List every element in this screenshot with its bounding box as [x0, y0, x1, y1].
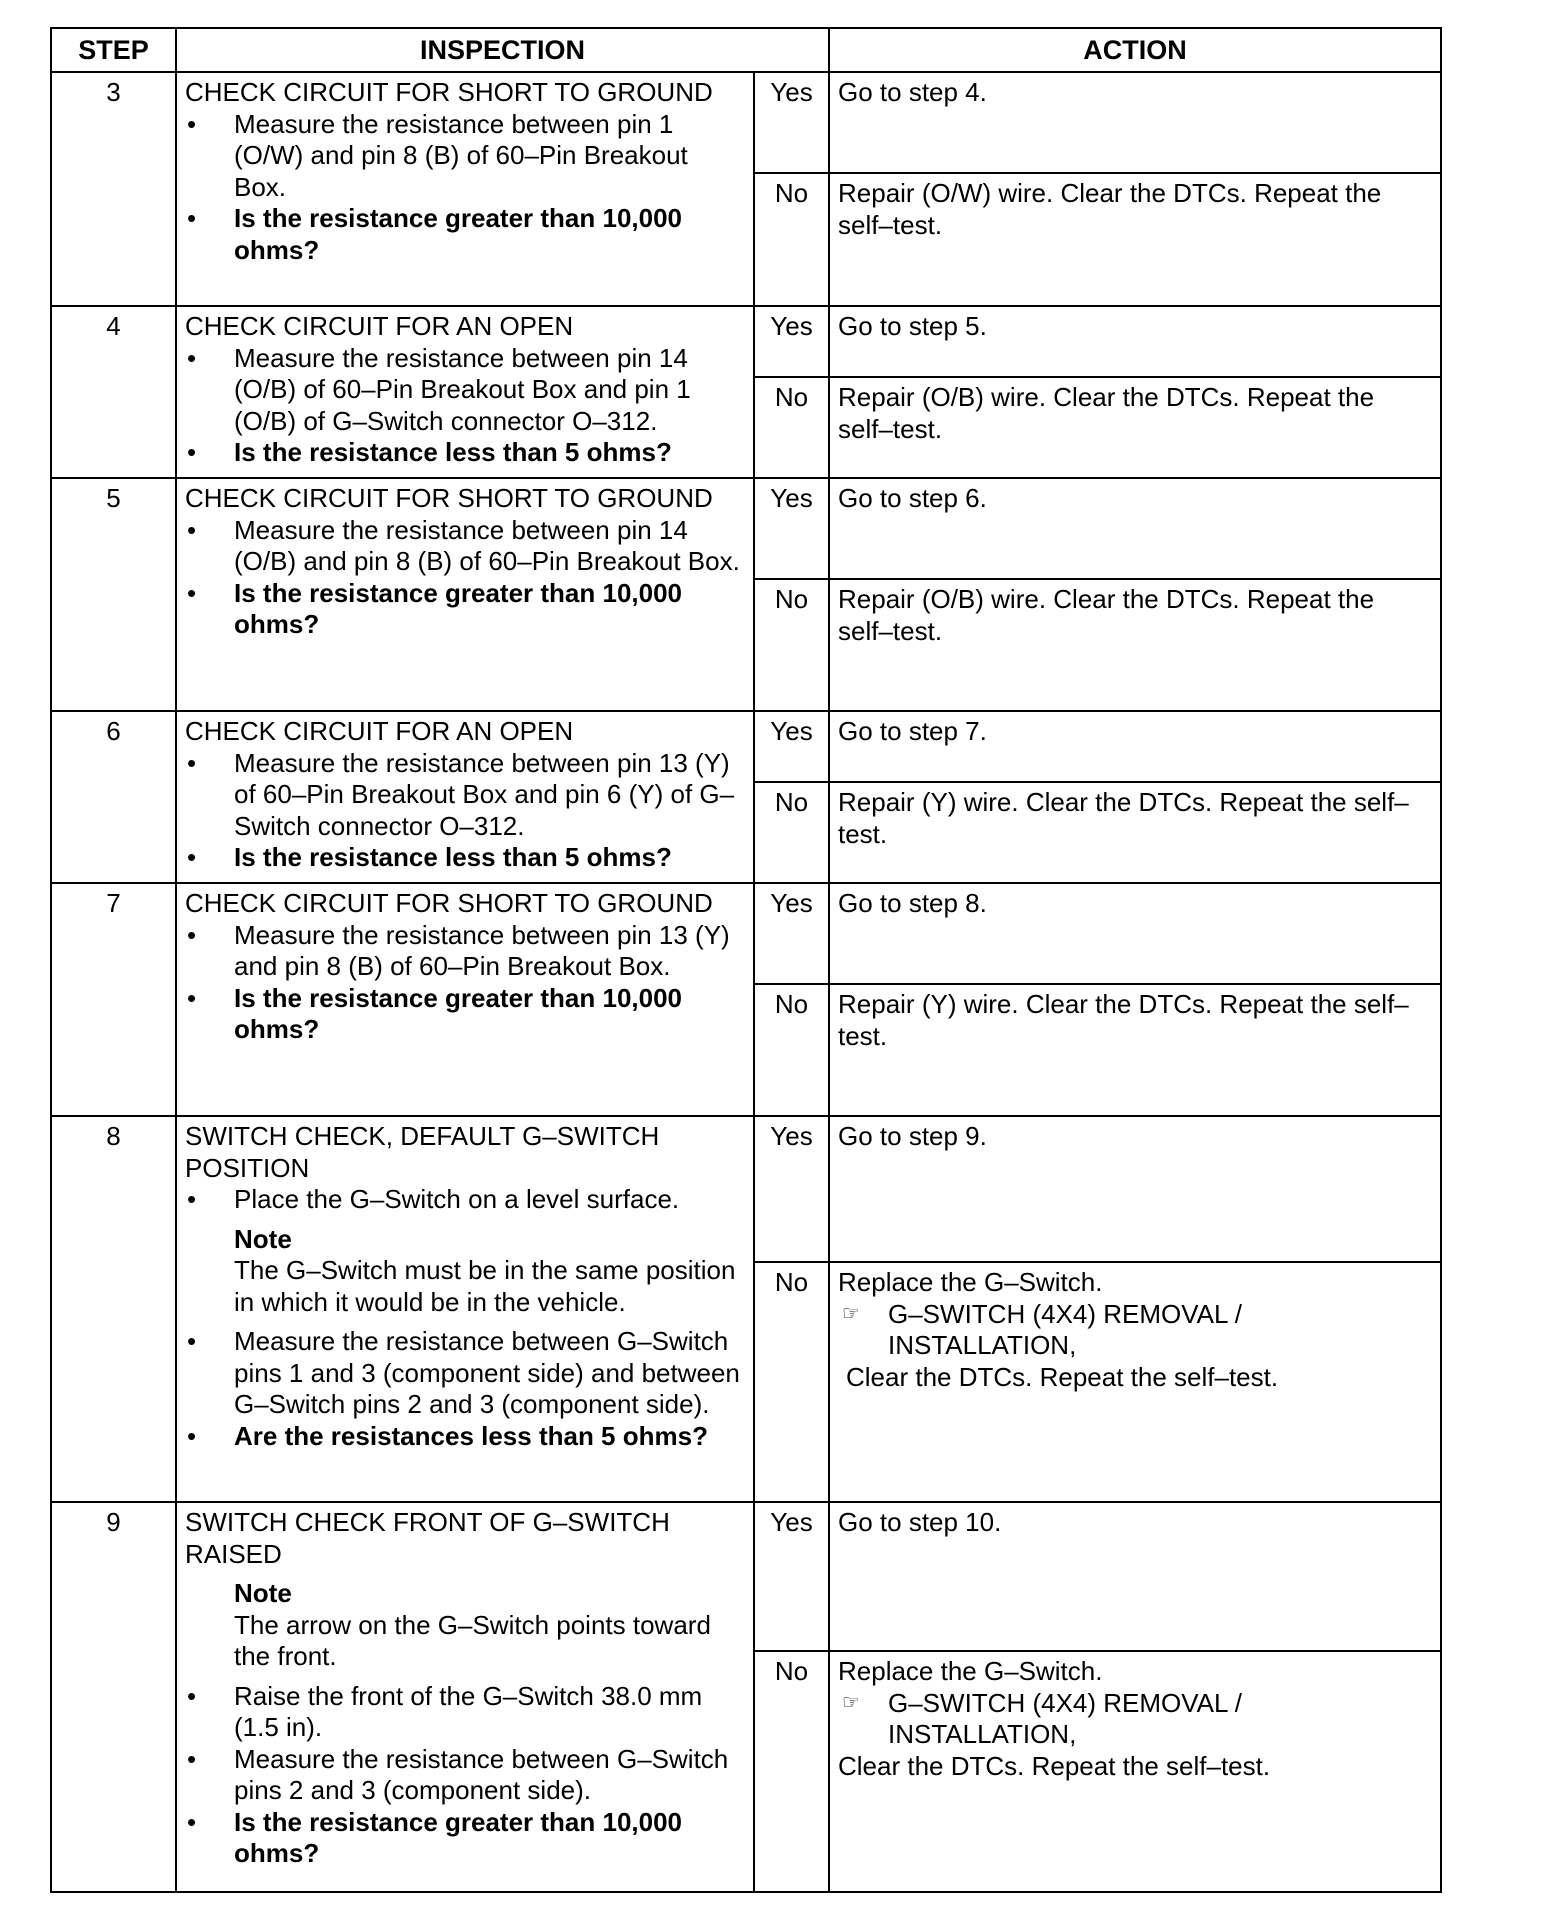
- yes-action: Go to step 10.: [829, 1502, 1441, 1651]
- inspection-question: [185, 983, 745, 1046]
- step-number: 6: [51, 711, 176, 883]
- yes-label: Yes: [754, 306, 829, 377]
- no-label: No: [754, 1651, 829, 1892]
- bullet-icon: •: [187, 108, 197, 139]
- inspection-title: CHECK CIRCUIT FOR SHORT TO GROUND: [185, 77, 713, 107]
- replace-text: Replace the G–Switch.: [838, 1656, 1103, 1686]
- bullet-text: Measure the resistance between pin 14 (O/B) of 60–Pin Breakout Box and pin 1 (O/B) of G–Switch connector O–312.: [234, 342, 691, 436]
- yes-label: Yes: [754, 72, 829, 173]
- inspection-cell: [176, 72, 754, 306]
- bullet-text: Measure the resistance between G–Switch pins 1 and 3 (component side) and between G–Switch pins 2 and 3 (component side).: [234, 1326, 740, 1419]
- yes-label: Yes: [754, 478, 829, 579]
- bullet-icon: •: [187, 1743, 197, 1774]
- no-label: No: [754, 579, 829, 711]
- yes-label: Yes: [754, 711, 829, 782]
- bullet-icon: •: [187, 919, 197, 950]
- bullet-text: Place the G–Switch on a level surface.: [234, 1184, 680, 1214]
- inspection-cell: [176, 1502, 754, 1892]
- clear-dtc-text: Clear the DTCs. Repeat the self–test.: [846, 1361, 1279, 1392]
- note-text: The G–Switch must be in the same position in which it would be in the vehicle.: [234, 1255, 736, 1317]
- inspection-question: [185, 437, 745, 469]
- note-block: [185, 1224, 745, 1319]
- no-label: No: [754, 782, 829, 883]
- inspection-bullet: [185, 109, 745, 204]
- bullet-text: Measure the resistance between pin 13 (Y) of 60–Pin Breakout Box and pin 6 (Y) of G–Switch connector O–312.: [234, 747, 735, 841]
- step-row-yes: [51, 883, 1441, 984]
- replace-text: Replace the G–Switch.: [838, 1267, 1103, 1297]
- no-label: No: [754, 173, 829, 306]
- inspection-bullet: [185, 343, 745, 438]
- bullet-icon: •: [187, 1806, 197, 1837]
- clear-dtc-text: Clear the DTCs. Repeat the self–test.: [838, 1750, 1271, 1781]
- reference-text: G–SWITCH (4X4) REMOVAL / INSTALLATION,: [888, 1298, 1242, 1360]
- yes-action: Go to step 6.: [829, 478, 1441, 579]
- bullet-text: Is the resistance greater than 10,000 ohms?: [234, 577, 683, 639]
- bullet-icon: •: [187, 842, 197, 872]
- step-number: 7: [51, 883, 176, 1116]
- inspection-cell: [176, 306, 754, 478]
- inspection-bullet: [185, 1681, 745, 1744]
- bullet-text: Is the resistance less than 5 ohms?: [234, 437, 672, 467]
- inspection-title: SWITCH CHECK, DEFAULT G–SWITCH POSITION: [185, 1121, 660, 1183]
- inspection-title: CHECK CIRCUIT FOR AN OPEN: [185, 311, 574, 341]
- no-action: [829, 1651, 1441, 1892]
- inspection-question: [185, 1807, 745, 1870]
- bullet-icon: •: [187, 514, 197, 545]
- no-label: No: [754, 1262, 829, 1502]
- bullet-icon: •: [187, 1326, 197, 1356]
- bullet-icon: •: [187, 1420, 197, 1451]
- yes-label: Yes: [754, 883, 829, 984]
- inspection-bullet: [185, 1326, 745, 1421]
- step-number: 4: [51, 306, 176, 478]
- bullet-icon: •: [187, 203, 197, 233]
- no-action: Repair (O/W) wire. Clear the DTCs. Repeat the self–test.: [829, 173, 1441, 306]
- yes-action: Go to step 8.: [829, 883, 1441, 984]
- header-row: [51, 28, 1441, 72]
- bullet-text: Measure the resistance between G–Switch pins 2 and 3 (component side).: [234, 1743, 729, 1805]
- inspection-title: CHECK CIRCUIT FOR AN OPEN: [185, 716, 574, 746]
- header-inspection: INSPECTION: [176, 28, 829, 72]
- note-block: [185, 1578, 745, 1673]
- step-row-yes: [51, 72, 1441, 173]
- inspection-cell: [176, 1116, 754, 1502]
- bullet-icon: •: [187, 342, 197, 373]
- step-row-yes: [51, 478, 1441, 579]
- step-number: 8: [51, 1116, 176, 1502]
- reference-link[interactable]: [838, 1688, 1432, 1751]
- inspection-bullet: [185, 1744, 745, 1807]
- reference-text: G–SWITCH (4X4) REMOVAL / INSTALLATION,: [888, 1687, 1242, 1749]
- reference-link[interactable]: [838, 1299, 1432, 1362]
- no-action: Repair (O/B) wire. Clear the DTCs. Repeat the self–test.: [829, 377, 1441, 478]
- inspection-bullet: [185, 920, 745, 983]
- no-action: [829, 1262, 1441, 1502]
- bullet-icon: •: [187, 577, 197, 608]
- bullet-text: Raise the front of the G–Switch 38.0 mm (1.5 in).: [234, 1680, 703, 1742]
- bullet-icon: •: [187, 982, 197, 1013]
- step-row-yes: [51, 711, 1441, 782]
- inspection-question: [185, 578, 745, 641]
- header-action: ACTION: [829, 28, 1441, 72]
- inspection-cell: [176, 883, 754, 1116]
- inspection-question: [185, 1421, 745, 1453]
- yes-label: Yes: [754, 1116, 829, 1262]
- header-step: STEP: [51, 28, 176, 72]
- yes-action: Go to step 7.: [829, 711, 1441, 782]
- bullet-icon: •: [187, 1680, 197, 1711]
- bullet-text: Is the resistance greater than 10,000 ohms?: [234, 982, 683, 1044]
- no-action: Repair (O/B) wire. Clear the DTCs. Repeat the self–test.: [829, 579, 1441, 711]
- note-heading: Note: [234, 1223, 292, 1254]
- no-label: No: [754, 984, 829, 1116]
- step-row-yes: [51, 1502, 1441, 1651]
- step-row-yes: [51, 1116, 1441, 1262]
- step-number: 5: [51, 478, 176, 711]
- inspection-bullet: [185, 515, 745, 578]
- inspection-bullet: [185, 1184, 745, 1216]
- no-action: Repair (Y) wire. Clear the DTCs. Repeat the self–test.: [829, 782, 1441, 883]
- step-number: 3: [51, 72, 176, 306]
- pointing-hand-icon: ☞: [842, 1691, 860, 1714]
- inspection-bullet: [185, 748, 745, 843]
- yes-action: Go to step 5.: [829, 306, 1441, 377]
- diagnostic-table: [50, 27, 1442, 1893]
- inspection-title: SWITCH CHECK FRONT OF G–SWITCH RAISED: [185, 1507, 670, 1569]
- bullet-text: Is the resistance greater than 10,000 ohms?: [234, 203, 683, 265]
- no-label: No: [754, 377, 829, 478]
- inspection-cell: [176, 478, 754, 711]
- yes-label: Yes: [754, 1502, 829, 1651]
- bullet-text: Is the resistance less than 5 ohms?: [234, 842, 672, 872]
- bullet-text: Is the resistance greater than 10,000 ohms?: [234, 1806, 683, 1868]
- yes-action: Go to step 9.: [829, 1116, 1441, 1262]
- step-row-yes: [51, 306, 1441, 377]
- bullet-text: Measure the resistance between pin 13 (Y) and pin 8 (B) of 60–Pin Breakout Box.: [234, 919, 730, 981]
- bullet-text: Measure the resistance between pin 14 (O/B) and pin 8 (B) of 60–Pin Breakout Box.: [234, 514, 740, 576]
- bullet-icon: •: [187, 747, 197, 778]
- step-number: 9: [51, 1502, 176, 1892]
- inspection-title: CHECK CIRCUIT FOR SHORT TO GROUND: [185, 483, 713, 513]
- bullet-text: Measure the resistance between pin 1 (O/W) and pin 8 (B) of 60–Pin Breakout Box.: [234, 108, 688, 202]
- inspection-question: [185, 842, 745, 874]
- bullet-icon: •: [187, 437, 197, 467]
- inspection-title: CHECK CIRCUIT FOR SHORT TO GROUND: [185, 888, 713, 918]
- note-text: The arrow on the G–Switch points toward the front.: [234, 1609, 711, 1671]
- bullet-text: Are the resistances less than 5 ohms?: [234, 1420, 708, 1451]
- bullet-icon: •: [187, 1184, 197, 1214]
- inspection-cell: [176, 711, 754, 883]
- inspection-question: [185, 203, 745, 266]
- pointing-hand-icon: ☞: [842, 1302, 860, 1325]
- yes-action: Go to step 4.: [829, 72, 1441, 173]
- no-action: Repair (Y) wire. Clear the DTCs. Repeat the self–test.: [829, 984, 1441, 1116]
- note-heading: Note: [234, 1578, 292, 1608]
